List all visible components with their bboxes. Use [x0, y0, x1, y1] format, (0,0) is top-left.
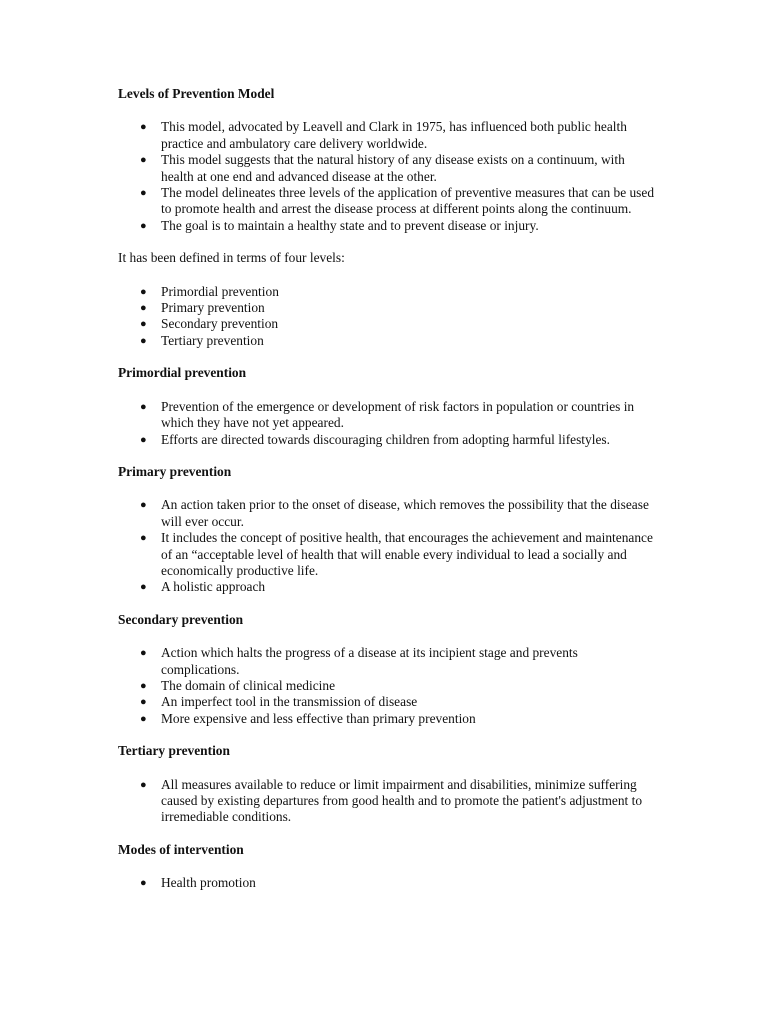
spacer	[118, 727, 658, 743]
spacer	[118, 858, 658, 875]
list-item	[118, 316, 658, 332]
spacer	[118, 628, 658, 645]
spacer	[118, 480, 658, 497]
list-item	[118, 300, 658, 316]
spacer	[118, 448, 658, 464]
list-item-text: Tertiary prevention	[161, 332, 264, 348]
bullet-icon: ●	[140, 532, 147, 545]
list-item	[118, 678, 658, 694]
list-item	[118, 399, 658, 432]
bullet-icon: ●	[140, 334, 147, 347]
bullet-icon: ●	[140, 187, 147, 200]
primary-bullet-list	[118, 497, 658, 595]
list-item-text: The domain of clinical medicine	[161, 677, 336, 693]
list-item	[118, 875, 658, 891]
primordial-bullet-list	[118, 399, 658, 448]
bullet-icon: ●	[140, 679, 147, 692]
section-heading-primordial: Primordial prevention	[118, 365, 247, 381]
tertiary-bullet-list	[118, 777, 658, 826]
section-heading-secondary: Secondary prevention	[118, 611, 244, 627]
bullet-icon: ●	[140, 318, 147, 331]
list-item	[118, 284, 658, 300]
bullet-icon: ●	[140, 154, 147, 167]
list-item-text: An action taken prior to the onset of disease, which removes the possibility that the disease will ever occur.	[161, 497, 649, 529]
document-title: Levels of Prevention Model	[118, 86, 275, 101]
spacer	[118, 349, 658, 365]
levels-intro-text: It has been defined in terms of four levels:	[118, 250, 345, 266]
list-item	[118, 152, 658, 185]
bullet-icon: ●	[140, 712, 147, 725]
bullet-icon: ●	[140, 778, 147, 791]
bullet-icon: ●	[140, 581, 147, 594]
list-item-text: Primary prevention	[161, 300, 265, 316]
modes-bullet-list	[118, 875, 658, 891]
list-item	[118, 694, 658, 710]
section-heading-primary: Primary prevention	[118, 463, 232, 479]
spacer	[118, 234, 658, 250]
list-item	[118, 777, 658, 826]
spacer	[118, 102, 658, 119]
spacer	[118, 596, 658, 612]
section-heading-modes: Modes of intervention	[118, 841, 244, 857]
secondary-bullet-list	[118, 645, 658, 727]
list-item-text: A holistic approach	[161, 579, 266, 595]
list-item	[118, 711, 658, 727]
list-item	[118, 218, 658, 234]
spacer	[118, 826, 658, 842]
list-item	[118, 530, 658, 579]
bullet-icon: ●	[140, 400, 147, 413]
levels-bullet-list	[118, 284, 658, 350]
spacer	[118, 382, 658, 399]
list-item-text: Primordial prevention	[161, 283, 279, 299]
bullet-icon: ●	[140, 696, 147, 709]
list-item-text: The model delineates three levels of the application of preventive measures that can be used to promote health and arrest the disease process at different points along the continuum.	[161, 185, 655, 217]
document-body	[118, 86, 658, 892]
list-item-text: Prevention of the emergence or development of risk factors in population or countries in which they have not yet appeared.	[161, 398, 635, 431]
bullet-icon: ●	[140, 302, 147, 315]
list-item-text: An imperfect tool in the transmission of disease	[161, 694, 418, 710]
list-item-text: Secondary prevention	[161, 316, 279, 332]
bullet-icon: ●	[140, 219, 147, 232]
list-item-text: This model, advocated by Leavell and Clark in 1975, has influenced both public health practice and ambulatory care delivery worldwide.	[161, 119, 627, 151]
list-item-text: Health promotion	[161, 875, 256, 891]
spacer	[118, 760, 658, 777]
bullet-icon: ●	[140, 499, 147, 512]
list-item-text: The goal is to maintain a healthy state and to prevent disease or injury.	[161, 217, 539, 233]
list-item	[118, 579, 658, 595]
spacer	[118, 267, 658, 284]
list-item-text: It includes the concept of positive health, that encourages the achievement and maintenance of an “acceptable level of health that will enable every individual to lead a socially and economically productive life.	[161, 530, 653, 578]
bullet-icon: ●	[140, 433, 147, 446]
list-item-text: Action which halts the progress of a disease at its incipient stage and prevents complications.	[161, 645, 578, 677]
list-item	[118, 333, 658, 349]
bullet-icon: ●	[140, 121, 147, 134]
list-item-text: More expensive and less effective than primary prevention	[161, 710, 476, 726]
bullet-icon: ●	[140, 647, 147, 660]
list-item-text: This model suggests that the natural history of any disease exists on a continuum, with health at one end and advanced disease at the other.	[161, 152, 625, 184]
list-item	[118, 497, 658, 530]
list-item-text: Efforts are directed towards discouraging children from adopting harmful lifestyles.	[161, 431, 610, 447]
intro-bullet-list	[118, 119, 658, 234]
list-item	[118, 432, 658, 448]
list-item	[118, 645, 658, 678]
list-item	[118, 119, 658, 152]
bullet-icon: ●	[140, 877, 147, 890]
list-item	[118, 185, 658, 218]
section-heading-tertiary: Tertiary prevention	[118, 743, 230, 759]
bullet-icon: ●	[140, 285, 147, 298]
list-item-text: All measures available to reduce or limit impairment and disabilities, minimize suffering caused by existing departures from good health and to promote the patient's adjustment to irremediable conditions.	[161, 776, 643, 825]
